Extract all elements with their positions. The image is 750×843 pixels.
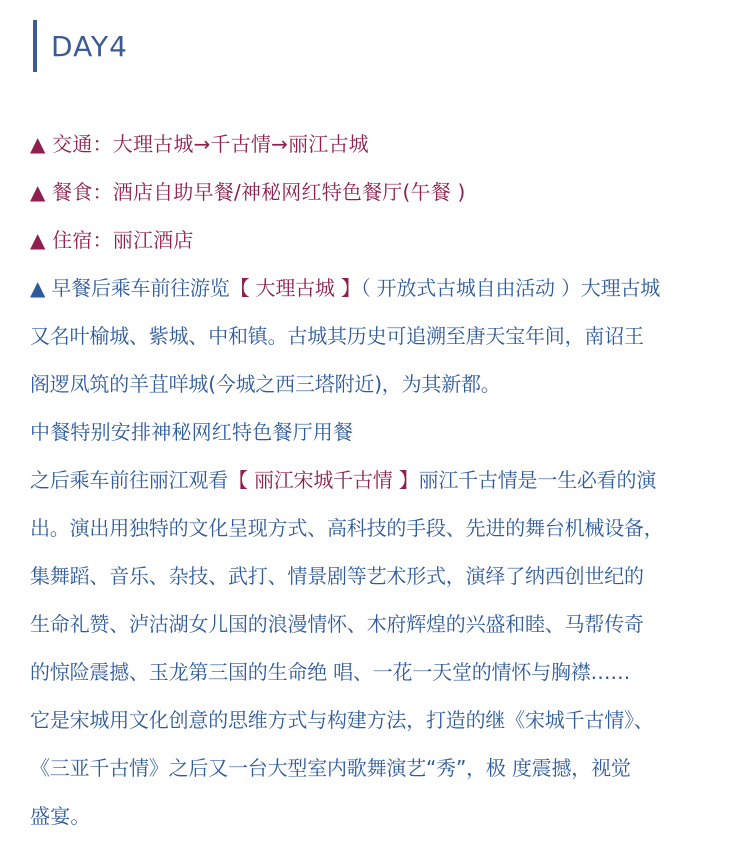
itinerary-line: 出。演出用独特的文化呈现方式、高科技的手段、先进的舞台机械设备，	[30, 516, 664, 540]
highlight-dali-old-town: 【 大理古城 】	[229, 276, 361, 300]
itinerary-content	[30, 120, 730, 840]
itinerary-line: 《三亚千古情》之后又一台大型室内歌舞演艺“秀”，极 度震撼，视觉	[30, 756, 631, 780]
highlight-lijiang-show: 【 丽江宋城千古情 】	[228, 468, 419, 492]
stay-label: 住宿：	[52, 228, 113, 252]
day-title-block	[33, 20, 128, 72]
triangle-icon: ▲	[30, 276, 46, 300]
itinerary-line: 集舞蹈、音乐、杂技、武打、情景剧等艺术形式，演绎了纳西创世纪的	[30, 564, 644, 588]
transport-value: 大理古城→千古情→丽江古城	[112, 132, 369, 156]
stay-value: 丽江酒店	[112, 228, 194, 252]
meals-line	[30, 168, 730, 216]
itinerary-line: 盛宴。	[30, 804, 91, 828]
meals-value: 酒店自助早餐/神秘网红特色餐厅(午餐 )	[112, 180, 466, 204]
itinerary-line: 的惊险震撼、玉龙第三国的生命绝 唱、一花一天堂的情怀与胸襟……	[30, 660, 631, 684]
itinerary-text: 丽江千古情是一生必看的演	[418, 468, 657, 492]
triangle-icon: ▲	[30, 180, 46, 204]
itinerary-line: 它是宋城用文化创意的思维方式与构建方法，打造的继《宋城千古情》、	[30, 708, 654, 732]
itinerary-text: 早餐后乘车前往游览	[51, 276, 230, 300]
day-title: DAY4	[51, 29, 128, 63]
meals-label: 餐食：	[52, 180, 113, 204]
transport-label: 交通：	[52, 132, 113, 156]
itinerary-line: 生命礼赞、泸沽湖女儿国的浪漫情怀、木府辉煌的兴盛和睦、马帮传奇	[30, 612, 644, 636]
itinerary-text: 之后乘车前往丽江观看	[30, 468, 228, 492]
itinerary-line: 阁逻凤筑的羊苴咩城(今城之西三塔附近)，为其新都。	[30, 372, 501, 396]
triangle-icon: ▲	[30, 132, 46, 156]
itinerary-line: 又名叶榆城、紫城、中和镇。古城其历史可追溯至唐天宝年间，南诏王	[30, 324, 644, 348]
transport-line	[30, 120, 730, 168]
stay-line	[30, 216, 730, 264]
lunch-line: 中餐特别安排神秘网红特色餐厅用餐	[30, 420, 354, 444]
itinerary-line	[30, 456, 730, 504]
triangle-icon: ▲	[30, 228, 46, 252]
itinerary-text: （ 开放式古城自由活动 ）大理古城	[360, 276, 661, 300]
itinerary-line	[30, 264, 730, 312]
